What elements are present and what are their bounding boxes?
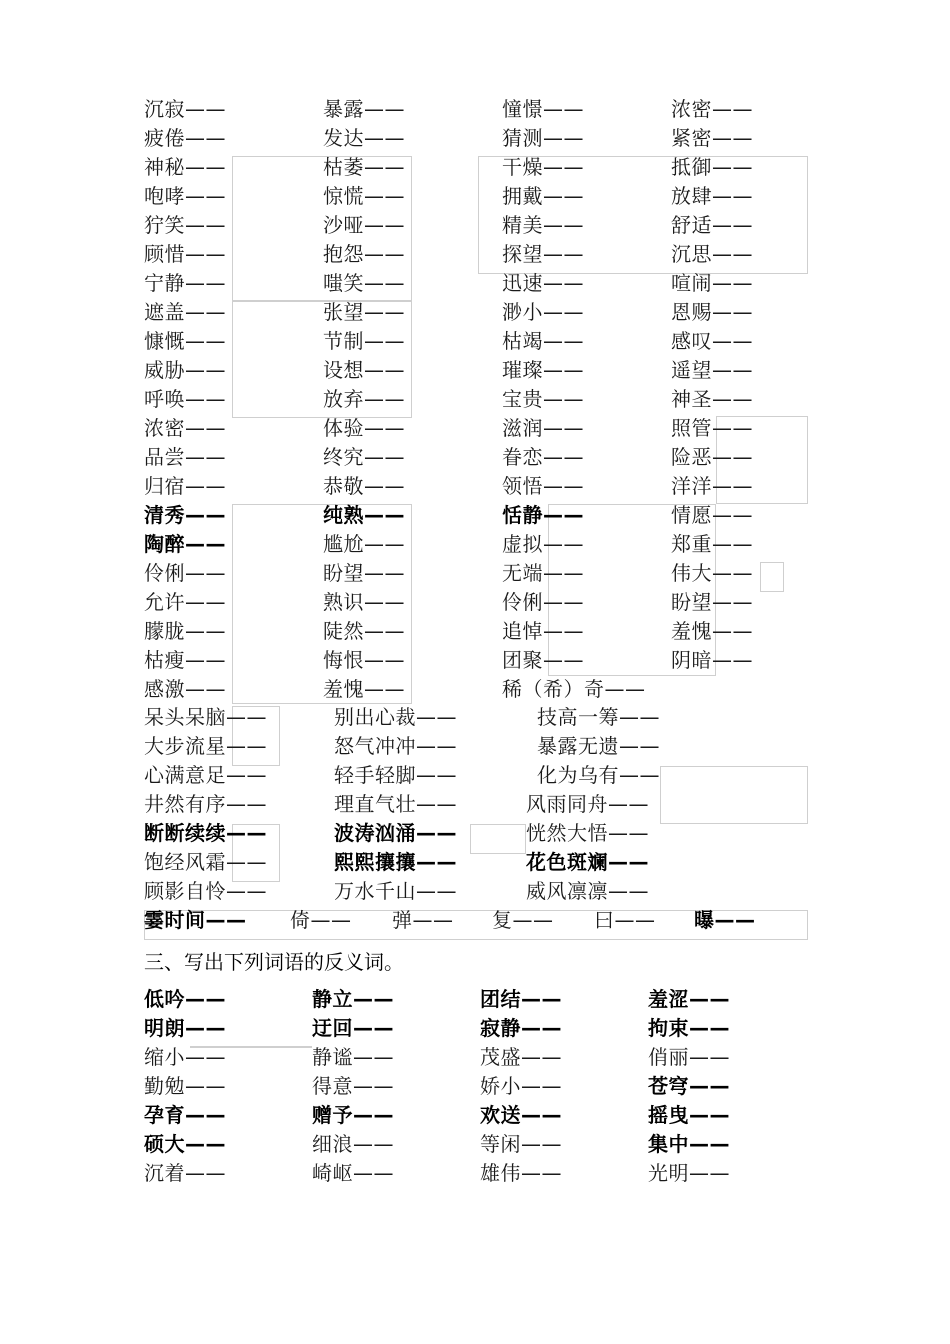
- word-item: 羞涩——: [648, 987, 730, 1011]
- word-item: 悔恨——: [323, 648, 405, 672]
- table-row: [0, 1043, 950, 1072]
- table-row: [0, 240, 950, 269]
- table-row: [0, 790, 950, 819]
- word-item: 设想——: [323, 358, 405, 382]
- word-item: 遥望——: [671, 358, 753, 382]
- table-row: [0, 559, 950, 588]
- word-item: 恬静——: [502, 503, 584, 527]
- word-item: 干燥——: [502, 155, 584, 179]
- table-row: [0, 385, 950, 414]
- table-row: [0, 153, 950, 182]
- char-item: 曝——: [694, 908, 756, 932]
- word-item: 归宿——: [144, 474, 226, 498]
- word-item: 喧闹——: [671, 271, 753, 295]
- word-item: 得意——: [312, 1074, 394, 1098]
- word-item: 迂回——: [312, 1016, 394, 1040]
- idiom-item: 熙熙攘攘——: [334, 850, 457, 874]
- single-char-row: [0, 906, 950, 935]
- table-row: [0, 1159, 950, 1188]
- word-item: 舒适——: [671, 213, 753, 237]
- word-item: 纯熟——: [323, 503, 405, 527]
- word-item: 静谧——: [312, 1045, 394, 1069]
- idiom-item: 风雨同舟——: [526, 792, 649, 816]
- word-item: 雄伟——: [480, 1161, 562, 1185]
- idiom-item: 暴露无遗——: [537, 734, 660, 758]
- idiom-item: 花色斑斓——: [526, 850, 649, 874]
- idiom-item: 井然有序——: [144, 792, 267, 816]
- word-item: 神圣——: [671, 387, 753, 411]
- word-item: 顾惜——: [144, 242, 226, 266]
- word-item: 暴露——: [323, 97, 405, 121]
- word-item: 光明——: [648, 1161, 730, 1185]
- idiom-item: 威风凛凛——: [526, 879, 649, 903]
- word-item: 孕育——: [144, 1103, 226, 1127]
- idiom-item: 理直气壮——: [334, 792, 457, 816]
- word-item: 狞笑——: [144, 213, 226, 237]
- word-item: 体验——: [323, 416, 405, 440]
- word-item: 团聚——: [502, 648, 584, 672]
- word-item: 感叹——: [671, 329, 753, 353]
- word-item: 静立——: [312, 987, 394, 1011]
- table-row: [0, 95, 950, 124]
- word-item: 神秘——: [144, 155, 226, 179]
- idiom-item: 顾影自怜——: [144, 879, 267, 903]
- word-item: 枯瘦——: [144, 648, 226, 672]
- word-item: 宝贵——: [502, 387, 584, 411]
- table-row: [0, 703, 950, 732]
- word-item: 情愿——: [671, 503, 753, 527]
- word-item: 发达——: [323, 126, 405, 150]
- word-item: 猜测——: [502, 126, 584, 150]
- word-item: 遮盖——: [144, 300, 226, 324]
- word-item: 浓密——: [144, 416, 226, 440]
- table-row: [0, 732, 950, 761]
- word-item: 咆哮——: [144, 184, 226, 208]
- word-item: 险恶——: [671, 445, 753, 469]
- word-item: 尴尬——: [323, 532, 405, 556]
- table-row: [0, 761, 950, 790]
- word-item: 恭敬——: [323, 474, 405, 498]
- table-row: [0, 298, 950, 327]
- idiom-item: 大步流星——: [144, 734, 267, 758]
- table-row: [0, 1072, 950, 1101]
- word-item: 慷慨——: [144, 329, 226, 353]
- word-item: 低吟——: [144, 987, 226, 1011]
- table-row: [0, 356, 950, 385]
- word-item: 渺小——: [502, 300, 584, 324]
- word-item: 伟大——: [671, 561, 753, 585]
- word-item: 陡然——: [323, 619, 405, 643]
- word-item: 放弃——: [323, 387, 405, 411]
- table-row: [0, 617, 950, 646]
- table-row: [0, 1130, 950, 1159]
- word-item: 伶俐——: [502, 590, 584, 614]
- table-row: [0, 848, 950, 877]
- word-item: 沉寂——: [144, 97, 226, 121]
- word-item: 拥戴——: [502, 184, 584, 208]
- word-item: 阴暗——: [671, 648, 753, 672]
- word-item: 洋洋——: [671, 474, 753, 498]
- word-item: 细浪——: [312, 1132, 394, 1156]
- word-item: 领悟——: [502, 474, 584, 498]
- idiom-item: 怒气冲冲——: [334, 734, 457, 758]
- idiom-item: 化为乌有——: [537, 763, 660, 787]
- word-item: 迅速——: [502, 271, 584, 295]
- word-item: 照管——: [671, 416, 753, 440]
- table-row: [0, 124, 950, 153]
- idiom-item: 波涛汹涌——: [334, 821, 457, 845]
- word-item: 沉着——: [144, 1161, 226, 1185]
- word-item: 苍穹——: [648, 1074, 730, 1098]
- char-item: 复——: [492, 908, 554, 932]
- word-item: 宁静——: [144, 271, 226, 295]
- word-item: 精美——: [502, 213, 584, 237]
- word-item: 集中——: [648, 1132, 730, 1156]
- word-item: 抱怨——: [323, 242, 405, 266]
- word-item: 羞愧——: [671, 619, 753, 643]
- word-item: 朦胧——: [144, 619, 226, 643]
- word-item: 紧密——: [671, 126, 753, 150]
- table-row: [0, 327, 950, 356]
- table-row: [0, 211, 950, 240]
- word-item: 稀（希）奇——: [502, 677, 646, 701]
- word-item: 惊慌——: [323, 184, 405, 208]
- word-item: 滋润——: [502, 416, 584, 440]
- word-item: 等闲——: [480, 1132, 562, 1156]
- word-item: 郑重——: [671, 532, 753, 556]
- idiom-item: 万水千山——: [334, 879, 457, 903]
- word-item: 无端——: [502, 561, 584, 585]
- char-item: 曰——: [594, 908, 656, 932]
- char-item: 弹——: [392, 908, 454, 932]
- word-item: 允许——: [144, 590, 226, 614]
- table-row: [0, 501, 950, 530]
- word-item: 威胁——: [144, 358, 226, 382]
- word-item: 清秀——: [144, 503, 226, 527]
- word-item: 摇曳——: [648, 1103, 730, 1127]
- idiom-item: 技高一筹——: [537, 705, 660, 729]
- table-row: [0, 269, 950, 298]
- word-item: 憧憬——: [502, 97, 584, 121]
- word-item: 缩小——: [144, 1045, 226, 1069]
- word-item: 团结——: [480, 987, 562, 1011]
- idiom-item: 呆头呆脑——: [144, 705, 267, 729]
- word-item: 欢送——: [480, 1103, 562, 1127]
- word-item: 俏丽——: [648, 1045, 730, 1069]
- word-item: 终究——: [323, 445, 405, 469]
- idiom-item: 饱经风霜——: [144, 850, 267, 874]
- idiom-item: 心满意足——: [144, 763, 267, 787]
- word-item: 茂盛——: [480, 1045, 562, 1069]
- table-row: [0, 414, 950, 443]
- idiom-item: 断断续续——: [144, 821, 267, 845]
- word-item: 眷恋——: [502, 445, 584, 469]
- word-item: 节制——: [323, 329, 405, 353]
- word-item: 明朗——: [144, 1016, 226, 1040]
- table-row: [0, 588, 950, 617]
- word-item: 硕大——: [144, 1132, 226, 1156]
- word-item: 探望——: [502, 242, 584, 266]
- word-item: 感激——: [144, 677, 226, 701]
- word-item: 张望——: [323, 300, 405, 324]
- char-item: 倚——: [290, 908, 352, 932]
- word-item: 勤勉——: [144, 1074, 226, 1098]
- word-item: 呼唤——: [144, 387, 226, 411]
- word-item: 沙哑——: [323, 213, 405, 237]
- table-row: [0, 1101, 950, 1130]
- idiom-item: 别出心裁——: [334, 705, 457, 729]
- word-item: 虚拟——: [502, 532, 584, 556]
- word-item: 追悼——: [502, 619, 584, 643]
- word-item: 寂静——: [480, 1016, 562, 1040]
- word-item: 枯萎——: [323, 155, 405, 179]
- word-item: 陶醉——: [144, 532, 226, 556]
- word-item: 盼望——: [323, 561, 405, 585]
- word-item: 沉思——: [671, 242, 753, 266]
- word-item: 崎岖——: [312, 1161, 394, 1185]
- word-item: 疲倦——: [144, 126, 226, 150]
- table-row: [0, 1014, 950, 1043]
- word-item: 伶俐——: [144, 561, 226, 585]
- table-row: [0, 819, 950, 848]
- table-row: [0, 530, 950, 559]
- word-item: 嗤笑——: [323, 271, 405, 295]
- table-row: [0, 985, 950, 1014]
- word-item: 浓密——: [671, 97, 753, 121]
- word-item: 盼望——: [671, 590, 753, 614]
- word-item: 娇小——: [480, 1074, 562, 1098]
- table-row: [0, 182, 950, 211]
- word-item: 羞愧——: [323, 677, 405, 701]
- char-item: 霎时间——: [144, 908, 247, 932]
- word-item: 放肆——: [671, 184, 753, 208]
- word-item: 拘束——: [648, 1016, 730, 1040]
- table-row: [0, 646, 950, 675]
- word-item: 恩赐——: [671, 300, 753, 324]
- word-item: 品尝——: [144, 445, 226, 469]
- word-item: 枯竭——: [502, 329, 584, 353]
- word-item: 熟识——: [323, 590, 405, 614]
- idiom-item: 恍然大悟——: [526, 821, 649, 845]
- section-3-heading: 三、写出下列词语的反义词。: [144, 950, 404, 974]
- table-row: [0, 443, 950, 472]
- table-row: [0, 877, 950, 906]
- word-item: 赠予——: [312, 1103, 394, 1127]
- word-item: 璀璨——: [502, 358, 584, 382]
- idiom-item: 轻手轻脚——: [334, 763, 457, 787]
- table-row: [0, 675, 950, 704]
- word-item: 抵御——: [671, 155, 753, 179]
- table-row: [0, 472, 950, 501]
